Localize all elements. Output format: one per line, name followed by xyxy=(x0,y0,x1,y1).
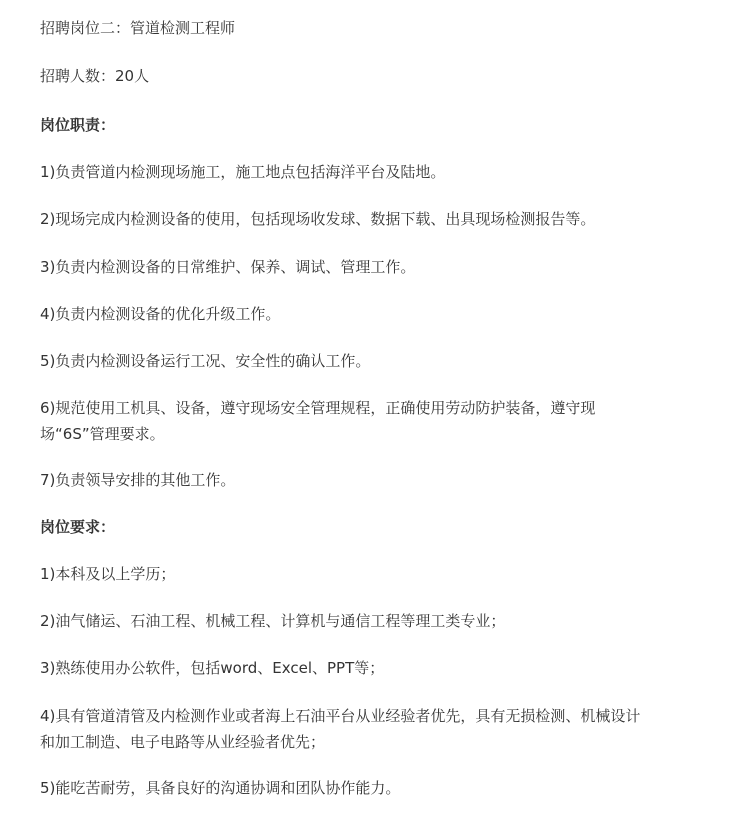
requirement-item-5: 5)能吃苦耐劳，具备良好的沟通协调和团队协作能力。 xyxy=(40,779,401,797)
duties-heading: 岗位职责： xyxy=(40,116,116,134)
duty-item-1: 1)负责管道内检测现场施工，施工地点包括海洋平台及陆地。 xyxy=(40,163,446,181)
requirement-item-1: 1)本科及以上学历； xyxy=(40,565,176,583)
duty-item-2: 2)现场完成内检测设备的使用，包括现场收发球、数据下载、出具现场检测报告等。 xyxy=(40,210,596,228)
requirements-heading: 岗位要求： xyxy=(40,518,116,536)
duty-item-6: 6)规范使用工机具、设备，遵守现场安全管理规程，正确使用劳动防护装备，遵守现场“6S”管理要求。 xyxy=(40,399,596,443)
duty-item-4: 4)负责内检测设备的优化升级工作。 xyxy=(40,305,281,323)
duty-item-7: 7)负责领导安排的其他工作。 xyxy=(40,471,236,489)
duty-item-3: 3)负责内检测设备的日常维护、保养、调试、管理工作。 xyxy=(40,258,416,276)
requirement-item-4: 4)具有管道清管及内检测作业或者海上石油平台从业经验者优先，具有无损检测、机械设计和加工制造、电子电路等从业经验者优先； xyxy=(40,707,641,751)
headcount: 招聘人数：20人 xyxy=(40,67,150,85)
position-title: 招聘岗位二：管道检测工程师 xyxy=(40,19,236,37)
duty-item-5: 5)负责内检测设备运行工况、安全性的确认工作。 xyxy=(40,352,371,370)
requirement-item-2: 2)油气储运、石油工程、机械工程、计算机与通信工程等理工类专业； xyxy=(40,612,506,630)
requirement-item-3: 3)熟练使用办公软件，包括word、Excel、PPT等； xyxy=(40,659,385,677)
